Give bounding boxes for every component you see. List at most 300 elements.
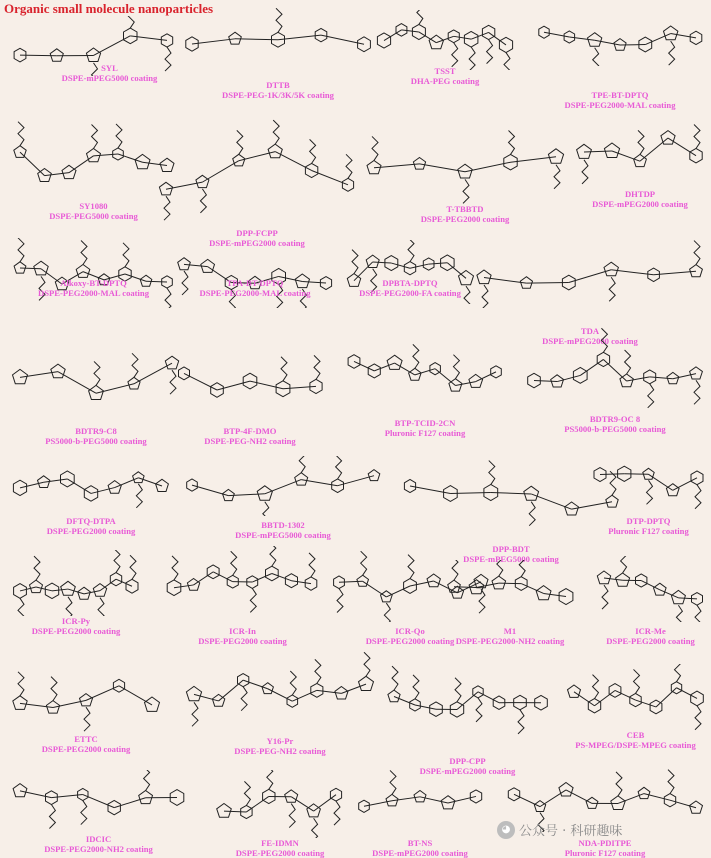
ring bbox=[634, 154, 647, 166]
bond bbox=[69, 156, 94, 173]
chemical-structure-drawing bbox=[6, 550, 146, 616]
ring bbox=[186, 37, 198, 51]
bond bbox=[20, 268, 41, 269]
molecule-structure bbox=[6, 658, 166, 732]
molecule-name: TPE-BT-DPTQ bbox=[530, 90, 710, 100]
ring bbox=[307, 804, 321, 817]
alkyl-chain bbox=[84, 707, 90, 731]
bond bbox=[184, 373, 217, 390]
ring bbox=[609, 684, 621, 698]
molecule-caption bbox=[6, 278, 181, 298]
ring bbox=[429, 35, 443, 49]
alkyl-chain bbox=[263, 502, 269, 516]
molecule-coating: DSPE-PEG2000-MAL coating bbox=[530, 100, 710, 110]
ring bbox=[491, 366, 502, 378]
alkyl-chain bbox=[694, 380, 700, 404]
alkyl-chain bbox=[413, 344, 419, 368]
bond bbox=[283, 386, 316, 388]
ring bbox=[597, 571, 610, 584]
bond bbox=[584, 151, 612, 152]
alkyl-chain bbox=[602, 585, 608, 609]
ring bbox=[388, 690, 400, 702]
alkyl-chain bbox=[364, 652, 370, 676]
molecule-caption bbox=[560, 730, 711, 750]
alkyl-chain bbox=[346, 154, 352, 178]
molecule-structure bbox=[6, 450, 176, 518]
alkyl-chain bbox=[519, 560, 525, 577]
chemical-structure-drawing bbox=[210, 770, 350, 838]
bond bbox=[86, 686, 119, 701]
alkyl-chain bbox=[676, 605, 682, 622]
alkyl-chain bbox=[518, 710, 524, 734]
chemical-structure-drawing bbox=[178, 8, 378, 70]
alkyl-chain bbox=[413, 675, 419, 699]
molecule-caption bbox=[6, 616, 146, 636]
bond bbox=[20, 587, 36, 591]
bond bbox=[540, 790, 566, 807]
bond bbox=[84, 591, 100, 594]
bond bbox=[454, 587, 476, 588]
molecule-name: M1 bbox=[440, 626, 580, 636]
bond bbox=[627, 377, 650, 381]
molecule-coating: DSPE-PEG2000-MAL coating bbox=[6, 288, 181, 298]
alkyl-chain bbox=[200, 189, 206, 213]
bond bbox=[58, 372, 96, 394]
bond bbox=[373, 262, 392, 263]
ring bbox=[559, 589, 573, 605]
molecule-name: DPP-FCPP bbox=[152, 228, 362, 238]
bond bbox=[514, 794, 540, 806]
molecule-structure bbox=[340, 330, 510, 420]
alkyl-chain bbox=[695, 706, 701, 730]
ring bbox=[524, 486, 539, 500]
bond bbox=[415, 369, 435, 375]
alkyl-chain bbox=[497, 560, 503, 576]
chemical-structure-drawing bbox=[160, 546, 325, 622]
bond bbox=[91, 488, 115, 494]
molecule-coating: DSPE-mPEG5000 coating bbox=[396, 554, 626, 564]
bond bbox=[52, 589, 68, 591]
molecule-caption bbox=[160, 626, 325, 646]
bond bbox=[649, 474, 673, 490]
alkyl-chain bbox=[452, 560, 458, 580]
ring bbox=[108, 801, 120, 815]
ring bbox=[508, 788, 519, 801]
chemical-structure-drawing bbox=[178, 456, 388, 516]
molecule-caption bbox=[340, 278, 480, 298]
ring bbox=[492, 576, 506, 589]
bond bbox=[250, 381, 283, 389]
chemical-structure-drawing bbox=[152, 112, 362, 232]
molecule-structure bbox=[570, 112, 710, 192]
alkyl-chain bbox=[114, 550, 120, 573]
molecule-structure bbox=[178, 456, 388, 516]
molecule-name: NDA-PDITPE bbox=[500, 838, 710, 848]
molecule-name: DHTDP bbox=[570, 189, 710, 199]
bond bbox=[636, 700, 657, 707]
ring bbox=[14, 262, 26, 273]
ring bbox=[577, 144, 592, 158]
bond bbox=[673, 478, 697, 491]
molecule-coating: Pluronic F127 coating bbox=[500, 848, 710, 858]
alkyl-chain bbox=[392, 666, 398, 690]
bond bbox=[184, 264, 208, 266]
chemical-structure-drawing bbox=[380, 658, 555, 740]
ring bbox=[161, 34, 172, 47]
ring bbox=[469, 374, 483, 387]
alkyl-chain bbox=[172, 556, 178, 580]
ring bbox=[295, 473, 308, 485]
molecule-coating: PS-MPEG/DSPE-MPEG coating bbox=[560, 740, 711, 750]
ring bbox=[139, 791, 153, 804]
molecule-name: T-TBBTD bbox=[360, 204, 570, 214]
alkyl-chain bbox=[408, 555, 414, 579]
alkyl-chain bbox=[123, 243, 129, 267]
wechat-icon: ◕ bbox=[497, 821, 515, 839]
molecule-structure bbox=[6, 330, 186, 426]
alkyl-chain bbox=[49, 805, 55, 829]
ring bbox=[368, 470, 380, 481]
bond bbox=[36, 587, 52, 591]
molecule-caption bbox=[180, 736, 380, 756]
molecule-caption bbox=[170, 426, 330, 446]
ring bbox=[690, 31, 702, 44]
ring bbox=[464, 31, 478, 47]
alkyl-chain bbox=[237, 130, 243, 154]
ring bbox=[135, 154, 150, 168]
chemical-structure-drawing bbox=[170, 338, 330, 422]
alkyl-chain bbox=[281, 357, 287, 381]
chemical-structure-drawing bbox=[6, 658, 166, 732]
molecule-name: CEB bbox=[560, 730, 711, 740]
alkyl-chain bbox=[634, 669, 640, 693]
molecule-caption bbox=[6, 734, 166, 754]
alkyl-chain bbox=[621, 556, 627, 573]
molecule-coating: DSPE-PEG-NH2 coating bbox=[170, 436, 330, 446]
alkyl-chain bbox=[241, 687, 247, 711]
alkyl-chain bbox=[487, 40, 493, 64]
molecule-coating: DSPE-mPEG2000 coating bbox=[470, 336, 710, 346]
bond bbox=[580, 359, 603, 375]
molecule-coating: DSPE-mPEG5000 coating bbox=[22, 73, 197, 83]
bond bbox=[44, 479, 68, 482]
molecule-name: BDTR9-C8 bbox=[6, 426, 186, 436]
molecule-coating: DSPE-mPEG5000 coating bbox=[178, 530, 388, 540]
molecule-caption bbox=[586, 516, 711, 536]
ring bbox=[499, 37, 512, 52]
ring bbox=[51, 364, 65, 378]
bond bbox=[314, 795, 336, 811]
bond bbox=[420, 164, 466, 172]
bond bbox=[94, 36, 131, 56]
bond bbox=[45, 173, 70, 176]
ring bbox=[61, 581, 76, 595]
bond bbox=[134, 363, 172, 384]
alkyl-chain bbox=[601, 328, 607, 352]
ring bbox=[186, 686, 201, 700]
watermark bbox=[497, 820, 622, 839]
bond bbox=[566, 790, 592, 803]
bond bbox=[656, 688, 677, 707]
molecule-coating: DSPE-mPEG2000 coating bbox=[152, 238, 362, 248]
chemical-structure-drawing bbox=[586, 454, 711, 514]
ring bbox=[604, 262, 618, 276]
bond bbox=[119, 686, 152, 705]
ring bbox=[128, 377, 140, 389]
bond bbox=[391, 263, 410, 268]
molecule-caption bbox=[6, 516, 176, 536]
molecule-coating: DSPE-PEG5000 coating bbox=[6, 211, 181, 221]
alkyl-chain bbox=[694, 125, 700, 149]
bond bbox=[611, 270, 653, 275]
alkyl-chain bbox=[314, 355, 320, 379]
ring bbox=[196, 175, 209, 187]
chemical-structure-drawing bbox=[440, 560, 580, 626]
molecule-coating: DSPE-PEG2000 coating bbox=[210, 848, 350, 858]
ring bbox=[691, 691, 704, 706]
molecule-name: ICR-Me bbox=[590, 626, 711, 636]
alkyl-chain bbox=[489, 461, 495, 485]
ring bbox=[93, 584, 106, 597]
bond bbox=[192, 485, 228, 495]
bond bbox=[239, 152, 275, 161]
chemical-structure-drawing bbox=[570, 112, 710, 192]
ring bbox=[156, 479, 169, 491]
molecule-caption bbox=[440, 626, 580, 646]
molecule-structure bbox=[586, 454, 711, 514]
molecule-coating: DSPE-PEG2000 coating bbox=[360, 214, 570, 224]
molecule-caption bbox=[178, 80, 378, 100]
alkyl-chain bbox=[164, 196, 170, 220]
chemical-structure-drawing bbox=[370, 10, 520, 70]
alkyl-chain bbox=[647, 480, 653, 504]
molecule-coating: DSPE-PEG-1K/3K/5K coating bbox=[178, 90, 378, 100]
ring bbox=[332, 479, 344, 493]
ring bbox=[559, 783, 573, 797]
page-title: Organic small molecule nanoparticles bbox=[4, 1, 213, 17]
molecule-coating: Pluronic F127 coating bbox=[586, 526, 711, 536]
alkyl-chain bbox=[638, 130, 644, 154]
alkyl-chain bbox=[310, 139, 316, 163]
molecule-caption bbox=[170, 278, 340, 298]
molecule-structure bbox=[520, 324, 710, 414]
ring bbox=[13, 696, 27, 710]
molecule-name: ETTC bbox=[6, 734, 166, 744]
ring bbox=[30, 580, 43, 593]
bond bbox=[620, 45, 645, 46]
bond bbox=[600, 474, 624, 475]
molecule-caption bbox=[500, 838, 710, 858]
alkyl-chain bbox=[453, 355, 459, 379]
chemical-structure-drawing bbox=[530, 6, 710, 66]
bond bbox=[671, 34, 696, 38]
alkyl-chain bbox=[361, 551, 367, 575]
bond bbox=[595, 690, 616, 705]
molecule-coating: DSPE-mPEG2000 coating bbox=[380, 766, 555, 776]
ring bbox=[50, 49, 63, 62]
molecule-coating: DSPE-PEG2000 coating bbox=[6, 744, 166, 754]
bond bbox=[224, 811, 246, 812]
molecule-caption bbox=[370, 66, 520, 86]
bond bbox=[660, 590, 679, 598]
molecule-name: Y16-Pr bbox=[180, 736, 380, 746]
ring bbox=[305, 577, 317, 590]
bond bbox=[569, 37, 594, 40]
alkyl-chain bbox=[18, 122, 24, 146]
bond bbox=[454, 36, 471, 39]
ring bbox=[133, 472, 145, 483]
molecule-name: DPP-CPP bbox=[380, 756, 555, 766]
bond bbox=[569, 270, 611, 283]
alkyl-chain bbox=[309, 553, 315, 577]
alkyl-chain bbox=[694, 241, 700, 265]
molecule-coating: DSPE-PEG2000-NH2 coating bbox=[6, 844, 191, 854]
bond bbox=[67, 479, 91, 493]
molecule-name: BDTR9-OC 8 bbox=[520, 414, 710, 424]
alkyl-chain bbox=[270, 546, 276, 566]
alkyl-chain bbox=[231, 551, 237, 575]
alkyl-chain bbox=[509, 130, 515, 154]
ring bbox=[638, 787, 650, 798]
molecule-name: IDCIC bbox=[6, 834, 191, 844]
molecule-name: DPP-BDT bbox=[396, 544, 626, 554]
molecule-caption bbox=[570, 189, 710, 209]
alkyl-chain bbox=[66, 597, 72, 616]
bond bbox=[202, 161, 238, 182]
alkyl-chain bbox=[593, 675, 599, 699]
molecule-coating: DSPE-PEG2000-NH2 coating bbox=[440, 636, 580, 646]
alkyl-chain bbox=[675, 664, 681, 682]
molecule-name: SYL bbox=[22, 63, 197, 73]
ring bbox=[86, 48, 100, 62]
alkyl-chain bbox=[648, 384, 654, 408]
chemical-structure-drawing bbox=[340, 330, 510, 420]
ring bbox=[666, 484, 679, 496]
alkyl-chain bbox=[244, 781, 250, 805]
ring bbox=[548, 149, 563, 164]
ring bbox=[178, 258, 191, 270]
alkyl-chain bbox=[616, 772, 622, 796]
bond bbox=[447, 263, 466, 279]
bond bbox=[275, 152, 311, 171]
ring bbox=[62, 165, 76, 178]
ring bbox=[217, 804, 232, 818]
ring bbox=[187, 579, 199, 591]
alkyl-chain bbox=[452, 43, 458, 67]
alkyl-chain bbox=[92, 124, 98, 148]
alkyl-chain bbox=[482, 285, 488, 308]
alkyl-chain bbox=[609, 277, 615, 301]
molecule-name: ICR-Qo bbox=[325, 626, 495, 636]
bond bbox=[174, 585, 194, 588]
molecule-name: DPBTA-DPTQ bbox=[340, 278, 480, 288]
alkyl-chain bbox=[352, 250, 358, 274]
ring bbox=[690, 367, 703, 379]
alkyl-chain bbox=[669, 41, 675, 65]
bond bbox=[604, 578, 623, 580]
alkyl-chain bbox=[136, 484, 142, 508]
molecule-structure bbox=[170, 338, 330, 422]
alkyl-chain bbox=[593, 48, 599, 66]
molecule-structure bbox=[440, 560, 580, 626]
molecule-coating: PS5000-b-PEG5000 coating bbox=[6, 436, 186, 446]
molecule-name: TPA-BT-DPTQ bbox=[170, 278, 340, 288]
alkyl-chain bbox=[312, 818, 318, 838]
chemical-structure-drawing bbox=[560, 664, 711, 734]
ring bbox=[262, 683, 273, 694]
molecule-structure bbox=[470, 238, 710, 308]
ring bbox=[664, 26, 678, 40]
chemical-structure-drawing bbox=[6, 770, 191, 834]
bond bbox=[410, 581, 434, 586]
bond bbox=[668, 138, 696, 156]
ring bbox=[611, 796, 625, 810]
alkyl-chain bbox=[289, 804, 295, 828]
molecule-name: BTP-TCID-2CN bbox=[340, 418, 510, 428]
ring bbox=[145, 697, 160, 711]
ring bbox=[650, 700, 662, 714]
alkyl-chain bbox=[116, 124, 122, 148]
bond bbox=[83, 795, 114, 808]
molecule-name: DTP-DPTQ bbox=[586, 516, 711, 526]
ring bbox=[84, 486, 97, 502]
bond bbox=[455, 382, 475, 386]
alkyl-chain bbox=[455, 678, 461, 702]
ring bbox=[604, 143, 619, 158]
bond bbox=[317, 690, 342, 693]
alkyl-chain bbox=[267, 770, 273, 789]
bond bbox=[526, 283, 568, 284]
alkyl-chain bbox=[98, 598, 104, 616]
bond bbox=[678, 598, 697, 599]
molecule-name: FE-IDMN bbox=[210, 838, 350, 848]
molecule-caption bbox=[520, 414, 710, 434]
molecule-structure bbox=[380, 658, 555, 740]
bond bbox=[96, 384, 134, 393]
molecule-structure bbox=[370, 10, 520, 70]
ring bbox=[477, 270, 491, 284]
ring bbox=[448, 580, 461, 592]
alkyl-chain bbox=[695, 605, 701, 622]
molecule-name: ICR-Py bbox=[6, 616, 146, 626]
ring bbox=[76, 265, 90, 278]
molecule-caption bbox=[350, 838, 490, 858]
ring bbox=[187, 479, 198, 491]
alkyl-chain bbox=[463, 179, 469, 203]
alkyl-chain bbox=[18, 238, 24, 262]
molecule-structure bbox=[530, 6, 710, 66]
bond bbox=[265, 480, 301, 494]
ring bbox=[690, 801, 703, 813]
alkyl-chain bbox=[18, 672, 24, 696]
alkyl-chain bbox=[668, 770, 674, 794]
alkyl-chain bbox=[299, 456, 305, 473]
chemical-structure-drawing bbox=[6, 450, 176, 518]
molecule-coating: Pluronic F127 coating bbox=[340, 428, 510, 438]
molecule-coating: DSPE-mPEG2000 coating bbox=[570, 199, 710, 209]
alkyl-chain bbox=[315, 659, 321, 683]
bond bbox=[531, 494, 571, 509]
molecule-coating: DSPE-PEG2000 coating bbox=[6, 526, 176, 536]
ring bbox=[691, 471, 703, 485]
bond bbox=[544, 593, 566, 596]
ring bbox=[113, 679, 124, 692]
molecule-name: BBTD-1302 bbox=[178, 520, 388, 530]
bond bbox=[654, 271, 696, 275]
ring bbox=[536, 586, 551, 600]
bond bbox=[291, 581, 311, 584]
molecule-name: SY1080 bbox=[6, 201, 181, 211]
